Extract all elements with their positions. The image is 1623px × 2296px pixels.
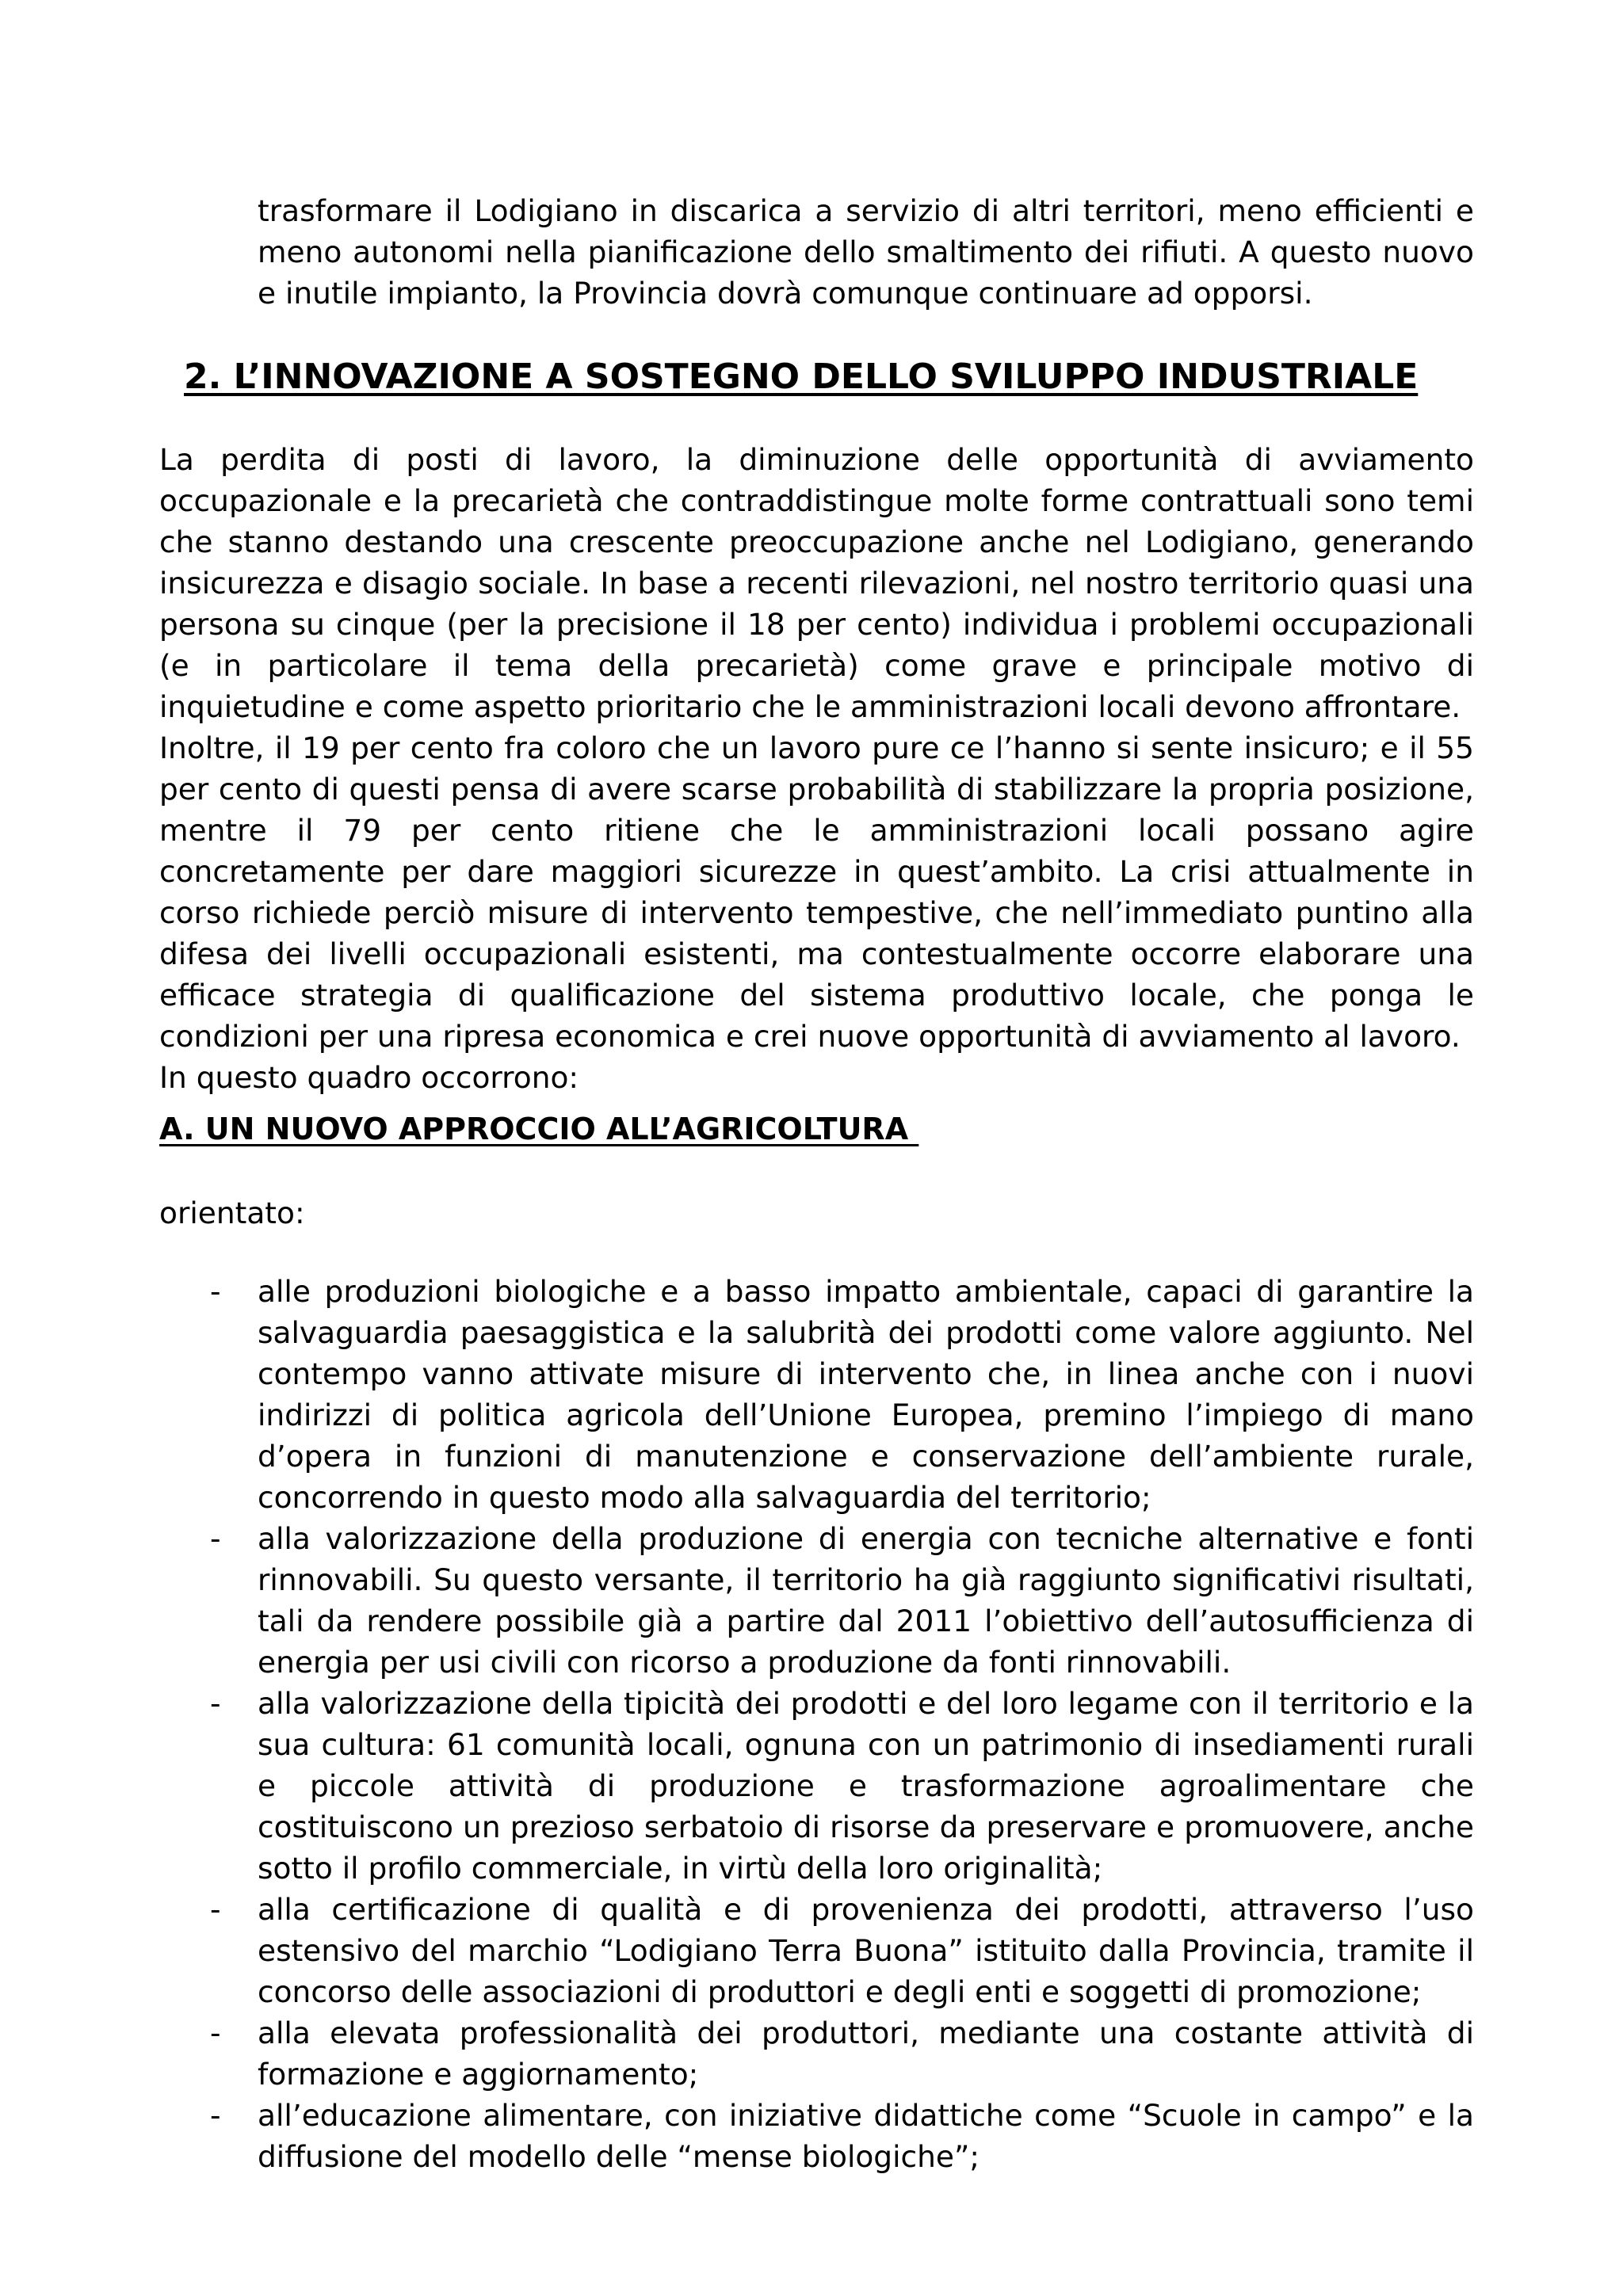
paragraph: In questo quadro occorrono: bbox=[159, 1060, 579, 1095]
list-item-text: alla elevata professionalità dei produttori, mediante una costante attività di formazione e aggiornamento; bbox=[258, 2016, 1474, 2092]
subsection-heading: A. UN NUOVO APPROCCIO ALL’AGRICOLTURA bbox=[159, 1112, 919, 1146]
bullet-marker: - bbox=[210, 2016, 221, 2050]
paragraph: Inoltre, il 19 per cento fra coloro che un lavoro pure ce l’hanno si sente insicuro; e il 55 per cento di questi pensa di avere scarse probabilità di stabilizzare la propria posizione, mentre il 79 per cento ritiene che le amministrazioni locali possano agire concretamente per dare maggiori sicurezze in quest’ambito. La crisi attualmente in corso richiede perciò misure di intervento tempestive, che nell’immediato puntino alla difesa dei livelli occupazionali esistenti, ma contestualmente occorre elaborare una efficace strategia di qualificazione del sistema produttivo locale, che ponga le condizioni per una ripresa economica e crei nuove opportunità di avviamento al lavoro. bbox=[159, 730, 1474, 1054]
list-item bbox=[0, 1271, 1623, 1518]
list-item bbox=[0, 2095, 1623, 2177]
list-item-text: alla valorizzazione della tipicità dei prodotti e del loro legame con il territorio e la sua cultura: 61 comunità locali, ognuna con un patrimonio di insediamenti rurali e piccole attività di produzione e trasformazione agroalimentare che costituiscono un prezioso serbatoio di risorse da preservare e promuovere, anche sotto il profilo commerciale, in virtù della loro originalità; bbox=[258, 1686, 1474, 1886]
bullet-marker: - bbox=[210, 1274, 221, 1309]
list-item-text: alla certificazione di qualità e di provenienza dei prodotti, attraverso l’uso estensivo del marchio “Lodigiano Terra Buona” istituito dalla Provincia, tramite il concorso delle associazioni di produttori e degli enti e soggetti di promozione; bbox=[258, 1892, 1474, 2009]
bullet-marker: - bbox=[210, 1686, 221, 1721]
bullet-list bbox=[0, 1271, 1623, 2177]
list-item-text: all’educazione alimentare, con iniziative didattiche come “Scuole in campo” e la diffusione del modello delle “mense biologiche”; bbox=[258, 2098, 1474, 2174]
list-item-text: alla valorizzazione della produzione di energia con tecniche alternative e fonti rinnovabili. Su questo versante, il territorio ha già raggiunto significativi risultati, tali da rendere possibile già a partire dal 2011 l’obiettivo dell’autosufficienza di energia per usi civili con ricorso a produzione da fonti rinnovabili. bbox=[258, 1521, 1474, 1680]
bullet-marker: - bbox=[210, 1521, 221, 1556]
paragraph: La perdita di posti di lavoro, la diminuzione delle opportunità di avviamento occupazionale e la precarietà che contraddistingue molte forme contrattuali sono temi che stanno destando una crescente preoccupazione anche nel Lodigiano, generando insicurezza e disagio sociale. In base a recenti rilevazioni, nel nostro territorio quasi una persona su cinque (per la precisione il 18 per cento) individua i problemi occupazionali (e in particolare il tema della precarietà) come grave e principale motivo di inquietudine e come aspetto prioritario che le amministrazioni locali devono affrontare. bbox=[159, 442, 1474, 724]
bullet-marker: - bbox=[210, 2098, 221, 2133]
bullet-marker: - bbox=[210, 1892, 221, 1927]
section-heading: 2. L’INNOVAZIONE A SOSTEGNO DELLO SVILUPPO INDUSTRIALE bbox=[184, 357, 1419, 397]
list-item bbox=[0, 1889, 1623, 2012]
body-text bbox=[159, 439, 1474, 1098]
list-item bbox=[0, 1518, 1623, 1683]
list-item bbox=[0, 2012, 1623, 2095]
subsection-intro: orientato: bbox=[159, 1196, 305, 1230]
intro-paragraph: trasformare il Lodigiano in discarica a servizio di altri territori, meno efficienti e meno autonomi nella pianificazione dello smaltimento dei rifiuti. A questo nuovo e inutile impianto, la Provincia dovrà comunque continuare ad opporsi. bbox=[258, 193, 1474, 311]
list-item-text: alle produzioni biologiche e a basso impatto ambientale, capaci di garantire la salvaguardia paesaggistica e la salubrità dei prodotti come valore aggiunto. Nel contempo vanno attivate misure di intervento che, in linea anche con i nuovi indirizzi di politica agricola dell’Unione Europea, premino l’impiego di mano d’opera in funzioni di manutenzione e conservazione dell’ambiente rurale, concorrendo in questo modo alla salvaguardia del territorio; bbox=[258, 1274, 1474, 1515]
list-item bbox=[0, 1683, 1623, 1889]
